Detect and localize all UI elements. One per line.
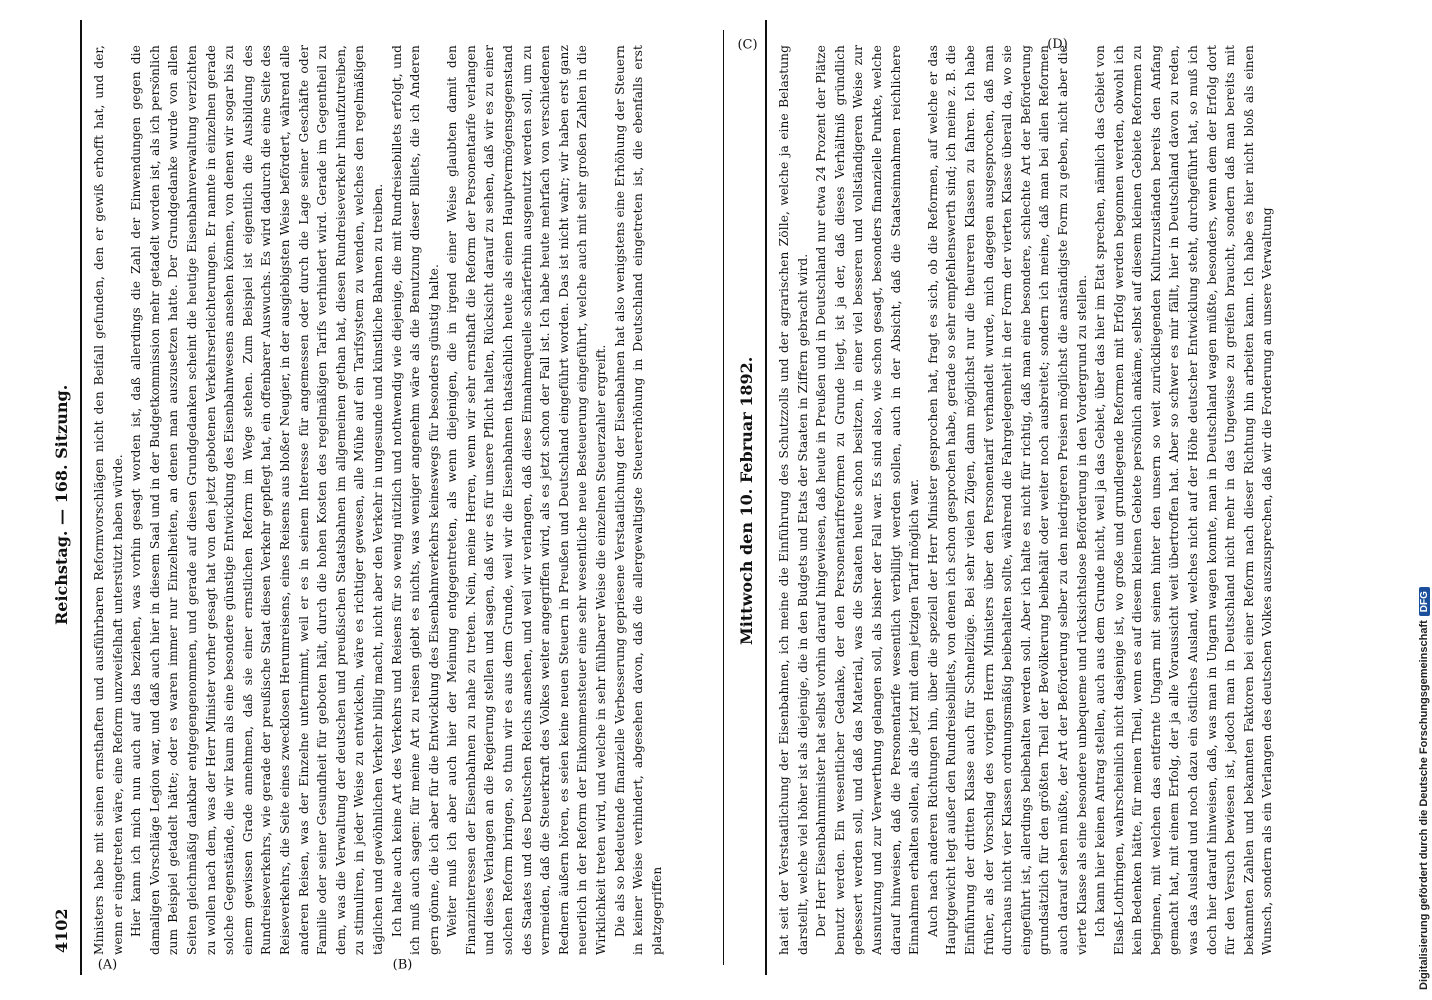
paragraph: Der Herr Eisenbahnminister hat selbst vorhin darauf hingewiesen, daß heute in Preußen und in Deutschland nur etwa 24 Prozent der Plätze benutzt werden. Ein wesentlicher Gedanke, der den Personentarifreformen zu Grunde liegt, ist ja der, daß dieses Verhältniß gründlich gebessert werden soll, und daß das Material, was die Staaten heute schon besitzen, in einer viel besseren und vollständigeren Weise zur Ausnutzung und zur Verwerthung gelangen soll, als bisher der Fall war. Es sind also, wie schon gesagt, besonders finanzielle Punkte, welche darauf hinweisen, daß die Personentarife wesentlich verbilligt werden sollen, auch in der Absicht, daß die Staatseinnahmen reichlichere Einnahmen erhalten sollen, als die jetzt mit dem jetzigen Tarif möglich war. <box>814 45 922 955</box>
paragraph: hat seit der Verstaatlichung der Eisenbahnen, ich meine die Einführung des Schutzzolls und der agrarischen Zölle, welche ja eine Belastung darstellt, welche viel höher ist als diejenige, die in den Budgets und Etats der Staaten in Ziffern gebracht wird. <box>777 45 810 955</box>
margin-marker-b: (B) <box>392 957 413 973</box>
paragraph: Auch nach anderen Richtungen hin, über die speziell der Herr Minister gesprochen hat, fragt es sich, ob die Reformen, auf welche er das Hauptgewicht legt außer den Rundreisebillets, von denen ich schon gesprochen habe, gerade so sehr empfehlenswerth sind; ich meine z. B. die Einführung der dritten Klasse auch für Schnellzüge. Bei sehr vielen Zügen, dann möglichst nur die theureren Klassen zu fahren. Ich habe früher, als der Vorschlag des vorigen Herrn Ministers über den Personentarif verhandelt wurde, mich dagegen ausgesprochen, daß man durchaus nicht vier Klassen ordnungsmäßig beibehalten sollte, während die Fahrgelegenheit in der Form der vierten Klasse überall da, wo sie eingeführt ist, allerdings beibehalten werden soll. Aber ich halte es nicht für richtig, daß man eine besondere, schlechte Art der Beförderung grundsätzlich für den größten Theil der Bevölkerung beibehält oder weiter noch ausbreitet; sondern ich meine, daß man bei allen Reformen auch darauf sehen müßte, der Art der Beförderung selber zu den niedrigeren Preisen möglichst die anständigste Form zu geben, nicht aber die vierte Klasse als eine besondere unbequeme und rücksichtslose Beförderung in den Vordergrund zu stellen. <box>925 45 1089 955</box>
rotated-page-content <box>40 20 1410 975</box>
page-number: 4102 <box>52 908 71 953</box>
paragraph: Weiter muß ich aber auch hier der Meinung entgegentreten, als wenn diejenigen, die in irgend einer Weise glaubten damit den Finanzinteressen der Eisenbahnen zu nahe zu treten. Nein, meine Herren, wenn wir sehr ernsthaft die Reform der Personentarife verlangen und dieses Verlangen an die Regierung stellen und sagen, daß wir es für unsere Pflicht halten, Rücksicht darauf zu sehen, daß wir es zu einer solchen Reform bringen, so thun wir es aus dem Grunde, weil wir die Eisenbahnen thatsächlich heute als einen Hauptvermögensgegenstand des Staates und des Deutschen Reichs ansehen, und weil wir verlangen, daß diese Einnahmequelle schärferhin ausgenutzt werden soll, um zu vermeiden, daß die Steuerkraft des Volkes weiter angegriffen wird, als es jetzt schon der Fall ist. Ich habe heute mehrfach von verschiedenen Rednern äußern hören, es seien keine neuen Steuern in Preußen und Deutschland eingeführt worden. Das ist nicht wahr; wir haben erst ganz neuerlich in der Reform der Einkommensteuer eine sehr wesentliche neue Besteuerung eingeführt, welche auch mit sehr großen Zahlen in die Wirklichkeit treten wird, und welche in sehr fühlbarer Weise die einzelnen Steuerzahler ergreift. <box>445 45 609 955</box>
right-header-title: Mittwoch den 10. Februar 1892. <box>737 356 756 645</box>
header-rule-right <box>765 20 767 975</box>
dfg-logo: DFG <box>1419 587 1430 616</box>
paragraph: Ich halte auch keine Art des Verkehrs und Reisens für so wenig nützlich und nothwendig wie diejenige, die mit Rundreisebillets erfolgt, und ich muß auch sagen: für meine Art zu reisen giebt es nichts, was weniger angenehm wäre als die Benutzung dieser Billets, die ich Anderen gern gönne, die ich aber für die Entwicklung des Eisenbahnverkehrs keineswegs für besonders günstig halte. <box>389 45 441 955</box>
dfg-footer <box>1418 587 1430 990</box>
header-rule <box>80 20 82 975</box>
margin-marker-c: (C) <box>737 37 758 53</box>
paragraph: Ich kann hier keinen Antrag stellen, auch aus dem Grunde nicht, weil ja das Gebiet, über das hier im Etat sprechen, nämlich das Gebiet von Elsaß-Lothringen, wahrscheinlich nicht dasjenige ist, wo große und grundlegende Reformen mit Erfolg werden begonnen werden, obwohl ich kein Bedenken hätte, für meinen Theil, wenn es auf diesem kleinen Gebiete persönlich ankäme, selbst auf diesem kleinen Gebiete Reformen zu beginnen, mit welchen das entfernte Ungarn mit seinen hinter den unsern so weit zurückliegenden Kulturzuständen bereits den Anfang gemacht hat, mit einem Erfolg, der ja alle Voraussicht weit übertroffen hat. Aber so schwer es mir fällt, hier in Deutschland davon zu reden, was das Ausland und noch dazu ein östliches Ausland, welches nicht auf der Höhe deutscher Entwicklung steht, durchgeführt hat, so muß ich doch hier darauf hinweisen, daß, was man in Ungarn wagen konnte, man in Deutschland wagen müßte, besonders, wenn dem der Erfolg dort für den Versuch bewiesen ist, jedoch man in Deutschland nicht mehr in das Ungewisse zu greifen braucht, sondern daß man bereits mit bekannten Zahlen und bekannten Faktoren bei einer Reform nach dieser Richtung hin arbeiten kann. Ich habe es hier nicht bloß als einen Wunsch, sondern als ein Verlangen des deutschen Volkes auszusprechen, daß wir die Forderung an unsere Verwaltung <box>1093 45 1275 955</box>
text-column-right <box>775 45 1400 955</box>
paragraph: Ministers habe mit seinen ernsthaften und ausführbaren Reformvorschlägen nicht den Beifall gefunden, den er gewiß erhofft hat, und der, wenn er eingetreten wäre, eine Reform unzweifelhaft unterstützt haben würde. <box>92 45 125 955</box>
paragraph: Die als so bedeutende finanzielle Verbesserung gepriesene Verstaatlichung der Eisenbahnen hat also wenigstens eine Erhöhung der Steuern in keiner Weise verhindert, abgesehen davon, daß die allergewaltigste Steuererhöhung in Deutschland eingetreten ist, die ebenfalls erst platzgegriffen <box>612 45 664 955</box>
text-column-left <box>90 45 710 955</box>
margin-marker-d: (D) <box>1047 37 1068 53</box>
column-divider <box>723 30 724 965</box>
footer-text: Digitalisierung gefördert durch die Deutsche Forschungsgemeinschaft <box>1418 620 1430 990</box>
paragraph: Hier kann ich mich nun auch auf das beziehen, was vorhin gesagt worden ist, daß allerdings die Zahl der Einwendungen gegen die damaligen Vorschläge Legion war, und daß auch hier in diesem Saal und in der Budgetkommission mehr getadelt worden ist, als ich persönlich zum Beispiel getadelt hätte; oder es waren immer nur Einzelheiten, an denen man auszusetzen hatte. Der Grundgedanke wurde von allen Seiten gleichmäßig dankbar entgegengenommen, und gerade auf diesen Grundgedanken scheint die heutige Eisenbahnverwaltung verzichten zu wollen nach dem, was der Herr Minister vorher gesagt hat von den jetzt gebotenen Verkehrserleichterungen. Er nannte in einzelnen gerade solche Gegenstände, die wir kaum als eine besondere günstige Entwicklung des Eisenbahnwesens ansehen können, von denen wir sogar bis zu einem gewissen Grade annehmen, daß sie einer ernstlichen Reform im Wege stehen. Zum Beispiel ist eigentlich die Ausbildung des Rundreiseverkehrs, wie gerade der preußische Staat diesen Verkehr gepflegt hat, ein offenbarer Auswuchs. Es wird dadurch die eine Seite des Reiseverkehrs, die Seite eines zwecklosen Herumreisens, eines Reisens aus bloßer Neugier, in der ausgiebigsten Weise befördert, während alle anderen Reisen, was der Einzelne unternimmt, weil er es in seinem Interesse für angemessen oder durch die Lage seiner Geschäfte oder Familie oder seiner Gesundheit für geboten hält, durch die hohen Kosten des regelmäßigen Tarifs verhindert wird. Gerade im Gegentheil zu dem, was die Verwaltung der deutschen und preußischen Staatsbahnen im allgemeinen gethan hat, diesen Rundreiseverkehr hinaufzutreiben, zu stimuliren, in jeder Weise zu entwickeln, wäre es richtiger gewesen, alle Mühe auf ein Tarifsystem zu wenden, welches den regelmäßigen täglichen und gewöhnlichen Verkehr billig macht, nicht aber den Verkehr in ungesunde und künstliche Bahnen zu treiben. <box>129 45 385 955</box>
margin-marker-a: (A) <box>97 957 118 973</box>
page-header <box>52 20 76 975</box>
left-header-title: Reichstag. — 168. Sitzung. <box>52 384 71 625</box>
page-header-right <box>737 20 761 975</box>
